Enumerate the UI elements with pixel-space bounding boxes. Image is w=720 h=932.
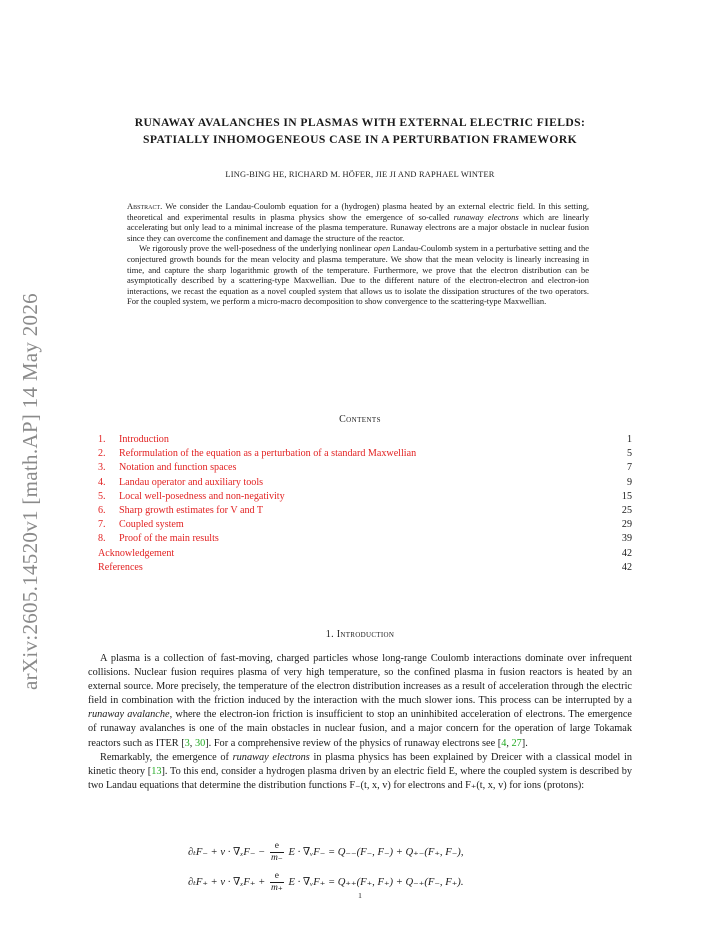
toc-number: 8.	[98, 533, 106, 545]
section-number: 1.	[325, 629, 334, 640]
toc-link[interactable]: Sharp growth estimates for V and T	[119, 504, 264, 516]
toc-page-number: 15	[621, 490, 632, 502]
page-number: 1	[358, 891, 362, 900]
emphasis: runaway electrons	[232, 751, 310, 763]
citation-link[interactable]: 3	[184, 737, 190, 749]
toc-entry-landau-operator[interactable]	[98, 476, 632, 490]
toc-entry-coupled-system[interactable]	[98, 518, 632, 532]
toc-number: 6.	[98, 504, 106, 516]
toc-entry-references[interactable]	[98, 561, 632, 575]
toc-page-number: 42	[621, 547, 632, 559]
toc-entry-growth-estimates[interactable]	[98, 504, 632, 518]
abstract-paragraph-2: We rigorously prove the well-posedness of the underlying nonlinear open Landau-Coulomb system in a perturbative setting and the conjectured growth bounds for the mean velocity and plasma temperature. We show that the mean velocity is linearly increasing in time, and capture the sharp logarithmic growth of the temperature. Furthermore, we prove that the electron distribution can be asymptotically described by a scattering-type Maxwellian. Due to the different nature of the electron-electron and electron-ion interactions, we recast the equation as a novel coupled system that allows us to isolate the dissipation structures of the two operators. For the coupled system, we perform a micro-macro decomposition to show convergence to the scattering-type Maxwellian.	[127, 243, 590, 307]
section-heading-introduction	[60, 629, 660, 640]
emphasis: runaway avalanche	[88, 709, 170, 721]
equation-electrons: ∂ₜF₋ + v · ∇ₓF₋ − $\frac{e}{m_-}$ E · ∇ᵥF₋ = Q₋₋(F₋, F₋) + Q₊₋(F₊, F₋),	[188, 841, 464, 864]
toc-number: 4.	[98, 476, 106, 488]
toc-link[interactable]: Landau operator and auxiliary tools	[119, 476, 264, 488]
title-line-2: SPATIALLY INHOMOGENEOUS CASE IN A PERTURBATION FRAMEWORK	[142, 133, 578, 146]
arxiv-identifier-stamp: arXiv:2605.14520v1 [math.AP] 14 May 2026	[18, 293, 42, 690]
toc-page-number: 5	[626, 448, 632, 460]
toc-link[interactable]: Proof of the main results	[119, 533, 219, 545]
toc-page-number: 7	[626, 462, 632, 474]
citation-link[interactable]: 27	[511, 737, 522, 749]
toc-entry-proof[interactable]	[98, 532, 632, 546]
toc-number: 2.	[98, 448, 106, 460]
abstract-paragraph-1: Abstract. We consider the Landau-Coulomb equation for a (hydrogen) plasma heated by an external electric field. In this setting, theoretical and experimental results in plasma physics show the emergence of so-called runaway electrons which are linearly accelerating but only lead to a minimal increase of the plasma temperature. Runaway electrons are a major obstacle in nuclear fusion since they can overcome the confinement and damage the structure of the reactor.	[127, 201, 589, 243]
body-paragraph-1: A plasma is a collection of fast-moving, charged particles whose long-range Coulomb interactions dominate over infrequent collisions. Nuclear fusion requires plasma of very high temperature, so the confined plasma in fusion reactors is heated by an external source. More precisely, the temperature of the electron distribution increases as a result of acceleration through the electric field in combination with the friction induced by the interaction with the much slower ions. This process can be interrupted by a runaway avalanche, where the electron-ion friction is insufficient to stop an uninhibited acceleration of electrons. The emergence of runaway avalanches is one of the main obstacles in nuclear fusion, and a major concern for the operation of large Tokamak reactors such as ITER [3, 30]. For a comprehensive review of the physics of runaway electrons see [4, 27].	[88, 653, 632, 749]
contents-heading: Contents	[339, 414, 381, 425]
toc-entry-well-posedness[interactable]	[98, 490, 632, 504]
author-list: LING-BING HE, RICHARD M. HÖFER, JIE JI AND RAPHAEL WINTER	[225, 170, 495, 179]
paper-title	[60, 114, 660, 148]
toc-page-number: 1	[626, 434, 632, 445]
emphasis: runaway electrons	[453, 211, 519, 222]
body-paragraph-2: Remarkably, the emergence of runaway electrons in plasma physics has been explained by Dreicer with a classical model in kinetic theory [13]. To this end, consider a hydrogen plasma driven by an electric field E, where the coupled system is described by two Landau equations that determine the distribution functions F₋(t, x, v) for electrons and F₊(t, x, v) for ions (protons):	[88, 751, 632, 791]
toc-number: 7.	[98, 519, 106, 531]
introduction-body	[88, 652, 632, 793]
toc-link[interactable]: Local well-posedness and non-negativity	[119, 490, 285, 502]
citation-link[interactable]: 4	[501, 737, 507, 749]
toc-link[interactable]: Introduction	[119, 434, 169, 445]
landau-system-equations	[188, 838, 463, 898]
toc-number: 5.	[98, 490, 106, 502]
toc-page-number: 39	[621, 533, 632, 545]
toc-link[interactable]: References	[98, 561, 143, 573]
toc-entry-reformulation[interactable]	[98, 447, 632, 461]
toc-page-number: 25	[621, 504, 632, 516]
abstract	[127, 201, 589, 307]
toc-entry-notation[interactable]	[98, 461, 632, 475]
fraction: $\frac{e}{m_-}$	[270, 841, 283, 864]
title-line-1: RUNAWAY AVALANCHES IN PLASMAS WITH EXTERNAL ELECTRIC FIELDS:	[134, 116, 586, 129]
toc-number: 3.	[98, 462, 106, 474]
toc-number: 1.	[98, 434, 106, 445]
toc-page-number: 29	[621, 519, 632, 531]
citation-link[interactable]: 13	[151, 765, 162, 777]
section-title: Introduction	[336, 629, 395, 640]
table-of-contents	[98, 433, 632, 575]
toc-link[interactable]: Coupled system	[119, 519, 184, 531]
toc-link[interactable]: Acknowledgement	[98, 547, 175, 559]
toc-entry-introduction[interactable]	[98, 433, 632, 447]
fraction: $\frac{e}{m_+}$	[270, 871, 283, 894]
toc-page-number: 42	[621, 561, 632, 573]
toc-link[interactable]: Reformulation of the equation as a perturbation of a standard Maxwellian	[119, 448, 417, 460]
equation-ions: ∂ₜF₊ + v · ∇ₓF₊ + $\frac{e}{m_+}$ E · ∇ᵥF₊ = Q₊₊(F₊, F₊) + Q₋₊(F₋, F₊).	[188, 871, 464, 894]
toc-link[interactable]: Notation and function spaces	[119, 462, 237, 474]
toc-entry-acknowledgement[interactable]	[98, 547, 632, 561]
citation-link[interactable]: 30	[194, 737, 206, 749]
emphasis: open	[373, 243, 391, 254]
toc-page-number: 9	[626, 476, 632, 488]
abstract-label: Abstract.	[127, 201, 163, 211]
